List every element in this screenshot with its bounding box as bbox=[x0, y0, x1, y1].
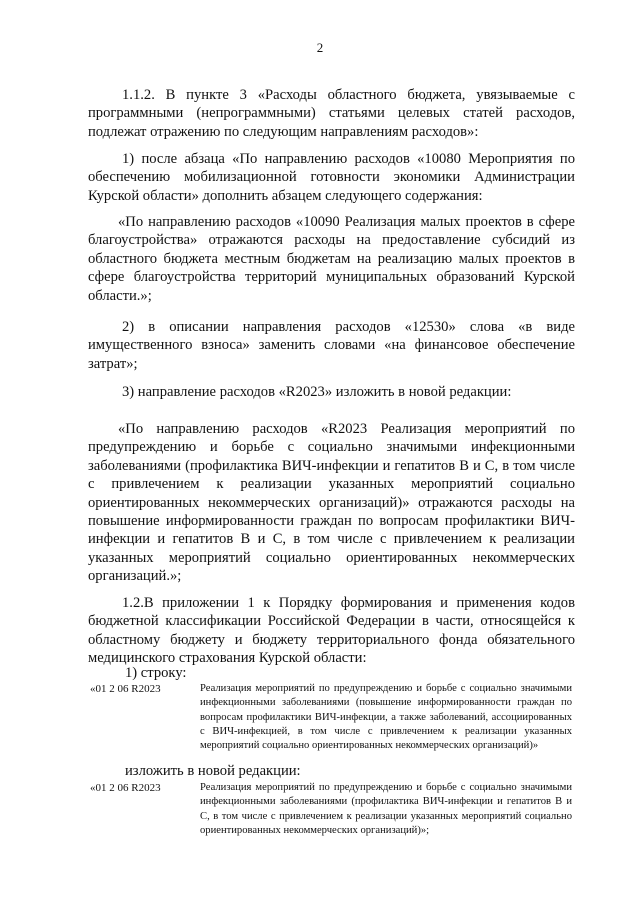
paragraph-item-1: 1) после абзаца «По направлению расходов «10080 Мероприятия по обеспечению мобилизационной готовности экономики Администрации Курской области» дополнить абзацем следующего содержания: bbox=[88, 151, 575, 204]
paragraph-1-1-2: 1.1.2. В пункте 3 «Расходы областного бюджета, увязываемые с программными (непрограммными) статьями целевых статей расходов, подлежат отражению по следующим направлениям расходов»: bbox=[88, 87, 575, 140]
paragraph-item-3: 3) направление расходов «R2023» изложить в новой редакции: bbox=[122, 384, 512, 400]
row-1-code: «01 2 06 R2023 bbox=[90, 683, 161, 695]
paragraph-quote-10090: «По направлению расходов «10090 Реализация малых проектов в сфере благоустройства» отражаются расходы на предоставление субсидий из областного бюджета местным бюджетам на реализацию малых проектов в сфере благоустройства территорий муниципальных образований Курской области.»; bbox=[88, 214, 575, 304]
paragraph-quote-r2023: «По направлению расходов «R2023 Реализация мероприятий по предупреждению и борьбе с социально значимыми инфекционными заболеваниями (профилактика ВИЧ-инфекции и гепатитов B и C, в том числе с привлечением к реализации указанных мероприятий социально ориентированных некоммерческих организаций)» отражаются расходы на повышение информированности граждан по вопросам профилактики ВИЧ-инфекции и гепатитов B и C, в том числе с привлечением к реализации указанных мероприятий социально ориентированных некоммерческих организаций.»; bbox=[88, 421, 575, 585]
row-label-new-edition: изложить в новой редакции: bbox=[125, 763, 301, 779]
row-1-description: Реализация мероприятий по предупреждению и борьбе с социально значимыми инфекционными заболеваниями (повышение информированности граждан по вопросам профилактики ВИЧ-инфекции, а также заболеваний, ассоциированных с ВИЧ-инфекцией, в том числе с привлечением к реализации указанных мероприятий социально ориентированных некоммерческих организаций)» bbox=[200, 683, 572, 752]
page-number: 2 bbox=[316, 40, 324, 55]
paragraph-item-2: 2) в описании направления расходов «12530» слова «в виде имущественного взноса» заменить словами «на финансовое обеспечение затрат»; bbox=[88, 319, 575, 372]
row-2-description: Реализация мероприятий по предупреждению и борьбе с социально значимыми инфекционными заболеваниями (профилактика ВИЧ-инфекции и гепатитов B и C, в том числе с привлечением к реализации указанных мероприятий социально ориентированных некоммерческих организаций)»; bbox=[200, 782, 572, 836]
row-label-line: 1) строку: bbox=[125, 665, 187, 681]
row-2-code: «01 2 06 R2023 bbox=[90, 782, 161, 794]
paragraph-1-2: 1.2.В приложении 1 к Порядку формирования и применения кодов бюджетной классификации Российской Федерации в части, относящейся к областному бюджету и бюджету территориального фонда обязательного медицинского страхования Курской области: bbox=[88, 595, 575, 667]
